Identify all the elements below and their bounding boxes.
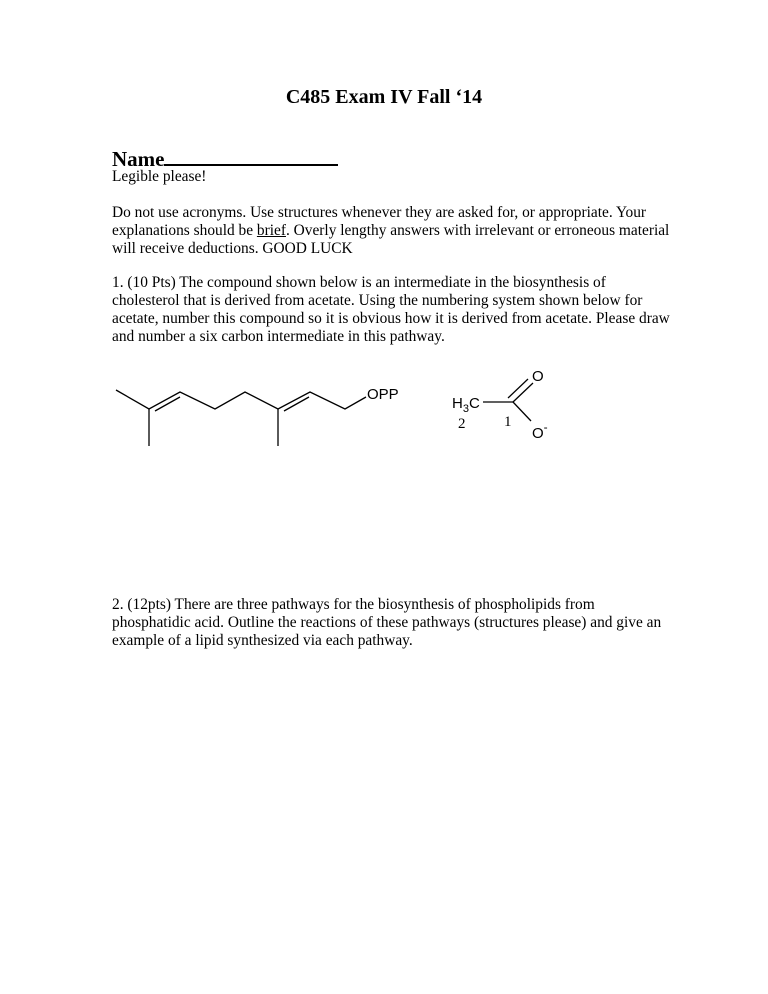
geranyl-pyrophosphate-structure (116, 390, 366, 446)
carbon-number-2: 2 (458, 416, 466, 432)
anionic-oxygen: O- (532, 420, 548, 442)
name-label: Name (112, 147, 165, 171)
carbon-number-1: 1 (504, 414, 512, 430)
acetate-structure (452, 368, 548, 442)
legible-note: Legible please! (112, 168, 207, 185)
question-2: 2. (12pts) There are three pathways for the biosynthesis of phospholipids from phosphatidic acid. Outline the reactions of these pathways (structures please) and give an example of a lipid synthesized via each pathway. (112, 596, 662, 649)
exam-title: C485 Exam IV Fall ‘14 (285, 86, 483, 108)
instructions: Do not use acronyms. Use structures whenever they are asked for, or appropriate. Your explanations should be brief. Overly lengthy answers with irrelevant or erroneous material will receive deductions. GOOD LUCK (112, 204, 670, 257)
carbonyl-oxygen: O (532, 368, 544, 385)
question-1: 1. (10 Pts) The compound shown below is an intermediate in the biosynthesis of cholesterol that is derived from acetate. Using the numbering system shown below for acetate, number this compound so it is obvious how it is derived from acetate. Please draw and number a six carbon intermediate in this pathway. (112, 274, 670, 345)
opp-label: OPP (367, 386, 399, 403)
svg-text:H3C: $H_3C$ (452, 395, 480, 415)
